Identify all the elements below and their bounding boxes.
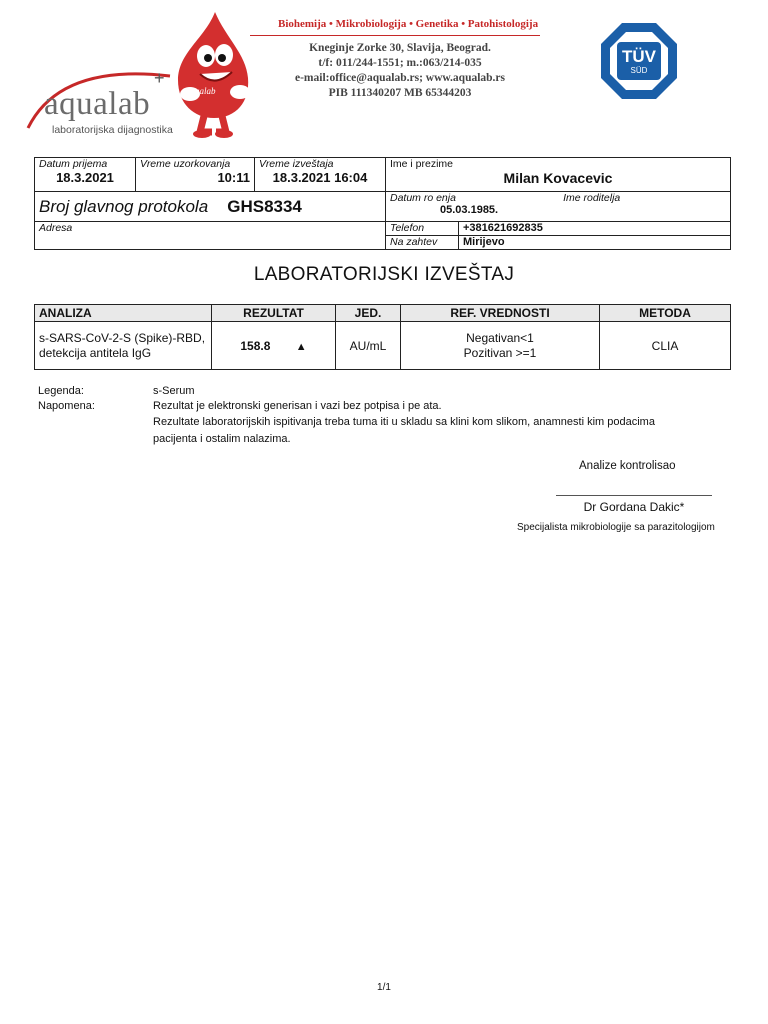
reference-positive: Pozitivan >=1: [463, 345, 537, 360]
method-cell: CLIA: [600, 322, 731, 370]
parent-label: Ime roditelja: [563, 192, 621, 204]
col-header-method: METODA: [600, 305, 731, 322]
sampling-time-label: Vreme uzorkovanja: [140, 158, 231, 170]
signature-line: [556, 495, 712, 496]
remark-label: Napomena:: [38, 400, 95, 412]
address-label: Adresa: [39, 222, 73, 234]
reference-cell: [401, 322, 600, 370]
unit-cell: AU/mL: [336, 322, 401, 370]
sampling-time-cell: [136, 158, 255, 192]
remark-line-2: Rezultate laboratorijskih ispitivanja treba tuma iti u skladu sa klini kom slikom, anamnesti kim podacima: [153, 416, 655, 428]
patient-name-cell: [386, 158, 731, 192]
tuv-sud-badge: [600, 22, 678, 100]
report-time-cell: [255, 158, 386, 192]
result-value: 158.8: [240, 338, 271, 353]
tuv-bottom-text: SÜD: [630, 66, 648, 75]
request-label: Na zahtev: [390, 236, 438, 248]
patient-name-value: Milan Kovacevic: [503, 170, 613, 186]
sampling-time-value: 10:11: [217, 170, 250, 185]
date-received-label: Datum prijema: [39, 158, 108, 170]
high-flag-icon: ▲: [295, 340, 307, 353]
logo-tagline: laboratorijska dijagnostika: [52, 124, 173, 136]
doctor-title: Specijalista mikrobiologije sa parazitologijom: [517, 522, 715, 533]
request-value: Mirijevo: [463, 236, 505, 248]
patient-info-table: [34, 157, 731, 250]
legend-label: Legenda:: [38, 385, 84, 397]
reference-negative: Negativan<1: [466, 330, 534, 345]
phone-label: Telefon: [390, 222, 425, 234]
lab-address: Kneginje Zorke 30, Slavija, Beograd.: [309, 42, 491, 54]
remark-line-1: Rezultat je elektronski generisan i vazi bez potpisa i pe ata.: [153, 400, 442, 412]
tuv-top-text: TÜV: [622, 47, 656, 66]
logo-name: aqualab: [44, 86, 151, 122]
report-time-value: 18.3.2021 16:04: [272, 170, 368, 185]
lab-services: Biohemija • Mikrobiologija • Genetika • Patohistologija: [278, 18, 539, 30]
header-divider: [250, 35, 540, 36]
svg-text:+: +: [154, 68, 165, 88]
col-header-result: REZULTAT: [212, 305, 336, 322]
mascot-label: aqualab: [186, 86, 216, 96]
mascot-drop-icon: [160, 8, 255, 143]
report-title: LABORATORIJSKI IZVEŠTAJ: [253, 264, 515, 285]
doctor-name: Dr Gordana Dakic*: [583, 500, 685, 514]
birth-label: Datum ro enja: [390, 192, 456, 204]
controlled-by-label: Analize kontrolisao: [579, 460, 676, 472]
address-cell: [35, 222, 386, 250]
col-header-reference: REF. VREDNOSTI: [401, 305, 600, 322]
phone-value-cell: [459, 222, 731, 236]
lab-phone: t/f: 011/244-1551; m.:063/214-035: [318, 57, 482, 69]
report-time-label: Vreme izveštaja: [259, 158, 334, 170]
page-number: 1/1: [377, 982, 391, 993]
lab-email: e-mail:office@aqualab.rs; www.aqualab.rs: [294, 72, 506, 84]
request-label-cell: [386, 236, 459, 250]
phone-label-cell: [386, 222, 459, 236]
request-value-cell: [459, 236, 731, 250]
legend-value: s-Serum: [153, 385, 195, 397]
table-row: [35, 322, 731, 370]
col-header-unit: JED.: [336, 305, 401, 322]
patient-name-label: Ime i prezime: [390, 158, 454, 170]
analysis-cell: s-SARS-CoV-2-S (Spike)-RBD, detekcija antitela IgG: [35, 322, 212, 370]
date-received-value: 18.3.2021: [56, 170, 114, 185]
birth-parent-cell: [386, 192, 731, 222]
result-cell: [212, 322, 336, 370]
results-table: [34, 304, 731, 370]
results-header-row: [35, 305, 731, 322]
birth-value: 05.03.1985.: [440, 204, 499, 216]
protocol-cell: [35, 192, 386, 222]
remark-line-3: pacijenta i ostalim nalazima.: [153, 433, 291, 445]
col-header-analysis: ANALIZA: [35, 305, 212, 322]
date-received-cell: [35, 158, 136, 192]
protocol-value: GHS8334: [227, 196, 302, 216]
lab-ids: PIB 111340207 MB 65344203: [328, 87, 472, 99]
phone-value: +381621692835: [463, 222, 543, 234]
protocol-label: Broj glavnog protokola: [39, 196, 209, 216]
